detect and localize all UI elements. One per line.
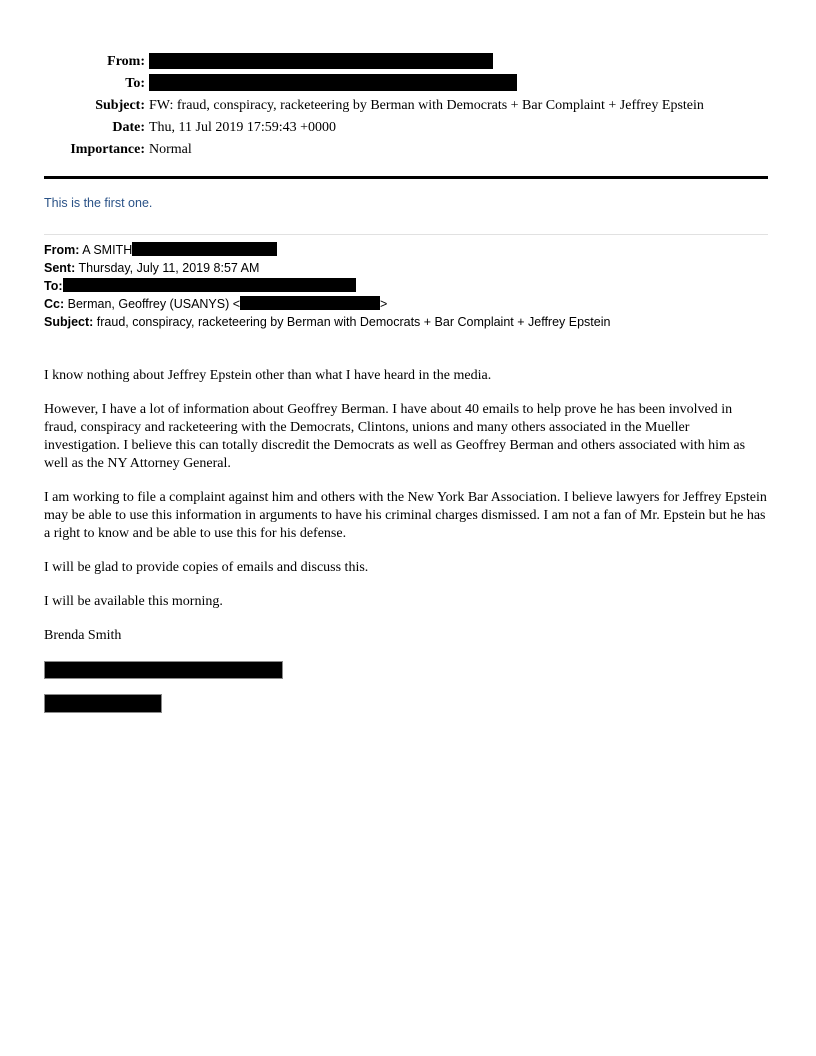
- fwd-to-line: [44, 277, 768, 295]
- fwd-sent-value: Thursday, July 11, 2019 8:57 AM: [78, 261, 260, 275]
- redaction-bar-signature-1: [44, 661, 283, 679]
- to-value: [149, 73, 769, 95]
- fwd-sent-label: Sent:: [44, 261, 76, 275]
- forwarded-message-header: [44, 241, 768, 331]
- importance-label: Importance:: [70, 142, 145, 157]
- intro-note: This is the first one.: [44, 196, 153, 210]
- email-header: [44, 51, 768, 161]
- email-body: [44, 367, 768, 645]
- to-label: To:: [125, 76, 145, 91]
- body-paragraph: I will be available this morning.: [44, 594, 223, 609]
- fwd-to-label: To:: [44, 279, 63, 293]
- importance-value: Normal: [149, 142, 192, 157]
- redacted-signature-block: [44, 661, 768, 713]
- fwd-subject-value: fraud, conspiracy, racketeering by Berman with Democrats + Bar Complaint + Jeffrey Epstein: [96, 315, 611, 329]
- body-paragraph: I am working to file a complaint against him and others with the New York Bar Association. I believe lawyers for Jeffrey Epstein may be able to use this information in arguments to have his criminal charges dismissed. I am not a fan of Mr. Epstein but he has a right to know and be able to use this for his defense.: [44, 490, 767, 541]
- fwd-cc-value-prefix: Berman, Geoffrey (USANYS) <: [67, 297, 241, 311]
- from-label: From:: [107, 54, 145, 69]
- redaction-bar-fwd-from: [132, 242, 277, 256]
- body-paragraph: I know nothing about Jeffrey Epstein other than what I have heard in the media.: [44, 368, 492, 383]
- body-paragraph: I will be glad to provide copies of emails and discuss this.: [44, 560, 369, 575]
- signature-name: Brenda Smith: [44, 628, 122, 643]
- subject-value: FW: fraud, conspiracy, racketeering by Berman with Democrats + Bar Complaint + Jeffrey Epstein: [149, 98, 704, 113]
- redaction-bar-from: [149, 53, 493, 69]
- redaction-bar-to: [149, 74, 517, 91]
- redaction-bar-fwd-cc: [240, 296, 380, 310]
- date-value: Thu, 11 Jul 2019 17:59:43 +0000: [149, 120, 337, 135]
- quoted-message-divider: [44, 234, 768, 235]
- header-divider-rule: [44, 176, 768, 179]
- redaction-bar-signature-2: [44, 694, 162, 713]
- fwd-from-label: From:: [44, 243, 80, 257]
- fwd-from-line: [44, 241, 768, 259]
- fwd-subject-line: [44, 313, 768, 331]
- from-value: [149, 51, 769, 73]
- fwd-from-value: A SMITH: [82, 243, 133, 257]
- fwd-subject-label: Subject:: [44, 315, 94, 329]
- date-label: Date:: [112, 120, 145, 135]
- redaction-bar-fwd-to: [63, 278, 356, 292]
- fwd-cc-value-suffix: >: [380, 297, 388, 311]
- fwd-sent-line: [44, 259, 768, 277]
- fwd-cc-line: [44, 295, 768, 313]
- fwd-cc-label: Cc:: [44, 297, 65, 311]
- subject-label: Subject:: [95, 98, 145, 113]
- body-paragraph: However, I have a lot of information about Geoffrey Berman. I have about 40 emails to help prove he has been involved in fraud, conspiracy and racketeering with the Democrats, Clintons, unions and many others associated in the Mueller investigation. I believe this can totally discredit the Democrats as well as Geoffrey Berman and others associated with him as well as the NY Attorney General.: [44, 402, 746, 471]
